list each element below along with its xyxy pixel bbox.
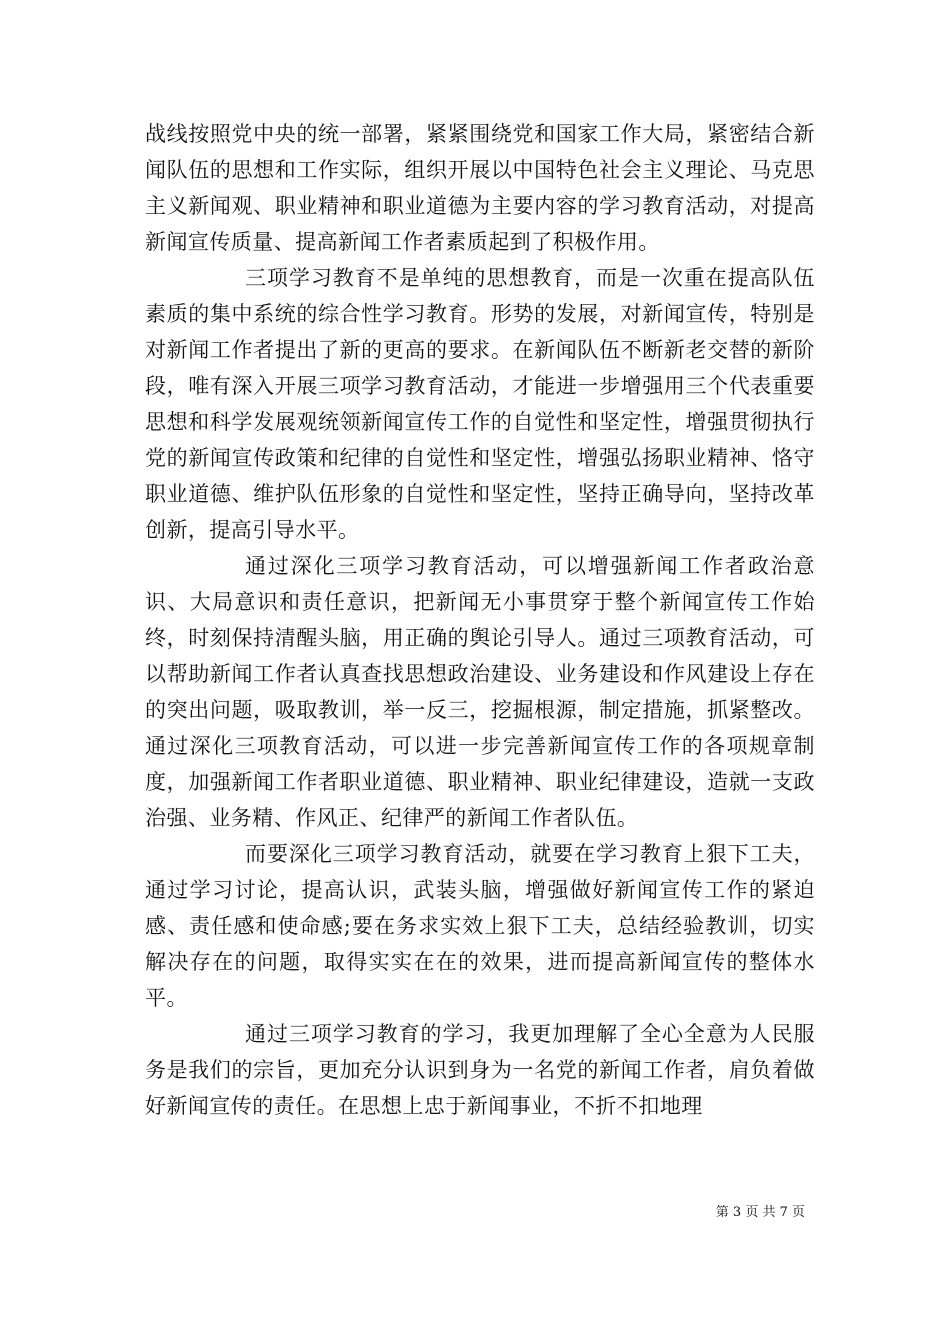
page-number-footer: 第 3 页 共 7 页 [715, 1205, 805, 1220]
document-body [145, 116, 815, 1124]
paragraph-3: 通过深化三项学习教育活动，可以增强新闻工作者政治意识、大局意识和责任意识，把新闻无小事贯穿于整个新闻宣传工作始终，时刻保持清醒头脑，用正确的舆论引导人。通过三项教育活动，可以帮助新闻工作者认真查找思想政治建设、业务建设和作风建设上存在的突出问题，吸取教训，举一反三，挖掘根源，制定措施，抓紧整改。通过深化三项教育活动，可以进一步完善新闻宣传工作的各项规章制度，加强新闻工作者职业道德、职业精神、职业纪律建设，造就一支政治强、业务精、作风正、纪律严的新闻工作者队伍。 [145, 554, 815, 830]
paragraph-4: 而要深化三项学习教育活动，就要在学习教育上狠下工夫，通过学习讨论，提高认识，武装头脑，增强做好新闻宣传工作的紧迫感、责任感和使命感;要在务求实效上狠下工夫，总结经验教训，切实解决存在的问题，取得实实在在的效果，进而提高新闻宣传的整体水平。 [145, 842, 815, 1010]
paragraph-1: 战线按照党中央的统一部署，紧紧围绕党和国家工作大局，紧密结合新闻队伍的思想和工作实际，组织开展以中国特色社会主义理论、马克思主义新闻观、职业精神和职业道德为主要内容的学习教育活动，对提高新闻宣传质量、提高新闻工作者素质起到了积极作用。 [145, 122, 815, 254]
paragraph-5: 通过三项学习教育的学习，我更加理解了全心全意为人民服务是我们的宗旨，更加充分认识到身为一名党的新闻工作者，肩负着做好新闻宣传的责任。在思想上忠于新闻事业，不折不扣地理 [145, 1022, 815, 1118]
paragraph-2: 三项学习教育不是单纯的思想教育，而是一次重在提高队伍素质的集中系统的综合性学习教育。形势的发展，对新闻宣传，特别是对新闻工作者提出了新的更高的要求。在新闻队伍不断新老交替的新阶段，唯有深入开展三项学习教育活动，才能进一步增强用三个代表重要思想和科学发展观统领新闻宣传工作的自觉性和坚定性，增强贯彻执行党的新闻宣传政策和纪律的自觉性和坚定性，增强弘扬职业精神、恪守职业道德、维护队伍形象的自觉性和坚定性，坚持正确导向，坚持改革创新，提高引导水平。 [145, 266, 815, 542]
